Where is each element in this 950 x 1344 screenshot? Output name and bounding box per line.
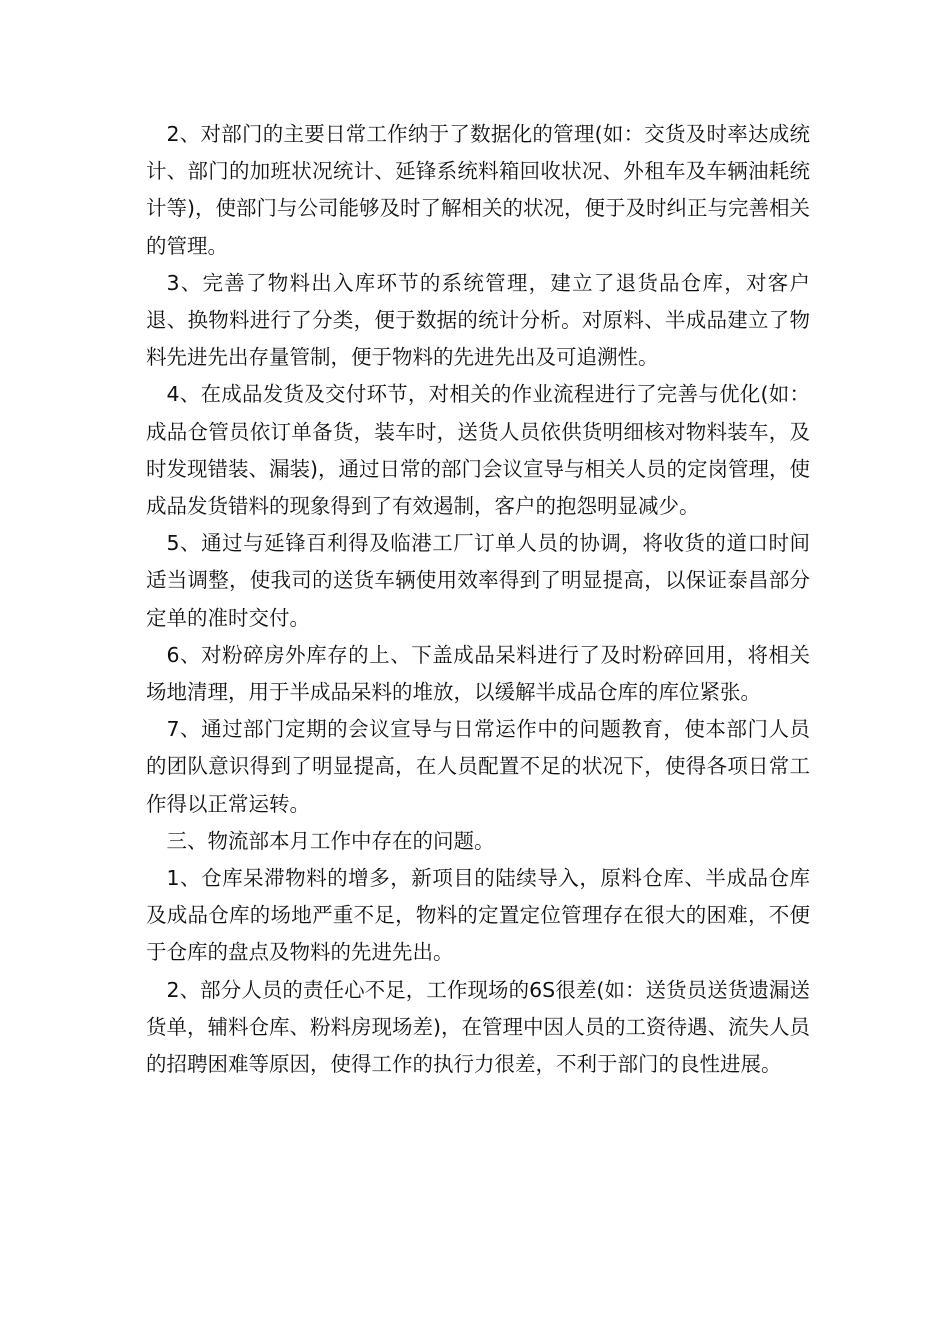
paragraph-problem-1-space: 1、仓库呆滞物料的增多，新项目的陆续导入，原料仓库、半成品仓库及成品仓库的场地严重不足，物料的定置定位管理存在很大的困难，不便于仓库的盘点及物料的先进先出。 [146,866,810,965]
section-heading-problems: 三、物流部本月工作中存在的问题。 [166,828,495,853]
paragraph-problem-2-staff: 2、部分人员的责任心不足，工作现场的6S很差(如：送货员送货遗漏送货单，辅料仓库、粉料房现场差)，在管理中因人员的工资待遇、流失人员的招聘困难等原因，使得工作的执行力很差，不利于部门的良性进展。 [146,977,810,1077]
paragraph-item-5-coordination: 5、通过与延锋百利得及临港工厂订单人员的协调，将收货的道口时间适当调整，使我司的送货车辆使用效率得到了明显提高，以保证泰昌部分定单的准时交付。 [146,531,810,630]
paragraph-item-7-team: 7、通过部门定期的会议宣导与日常运作中的问题教育，使本部门人员的团队意识得到了明显提高，在人员配置不足的状况下，使得各项日常工作得以正常运转。 [146,717,810,816]
paragraph-item-2-data: 2、对部门的主要日常工作纳于了数据化的管理(如：交货及时率达成统计、部门的加班状况统计、延锋系统料箱回收状况、外租车及车辆油耗统计等)，使部门与公司能够及时了解相关的状况，便于及时纠正与完善相关的管理。 [146,122,810,258]
paragraph-item-6-recycling: 6、对粉碎房外库存的上、下盖成品呆料进行了及时粉碎回用，将相关场地清理，用于半成品呆料的堆放，以缓解半成品仓库的库位紧张。 [146,642,810,705]
paragraph-item-4-delivery: 4、在成品发货及交付环节，对相关的作业流程进行了完善与优化(如：成品仓管员依订单备货，装车时，送货人员依供货明细核对物料装车，及时发现错装、漏装)，通过日常的部门会议宣导与相关人员的定岗管理，使成品发货错料的现象得到了有效遏制，客户的抱怨明显减少。 [146,382,810,519]
document-body [146,116,810,1083]
paragraph-item-3-inventory: 3、完善了物料出入库环节的系统管理，建立了退货品仓库，对客户退、换物料进行了分类，便于数据的统计分析。对原料、半成品建立了物料先进先出存量管制，便于物料的先进先出及可追溯性。 [146,270,810,370]
